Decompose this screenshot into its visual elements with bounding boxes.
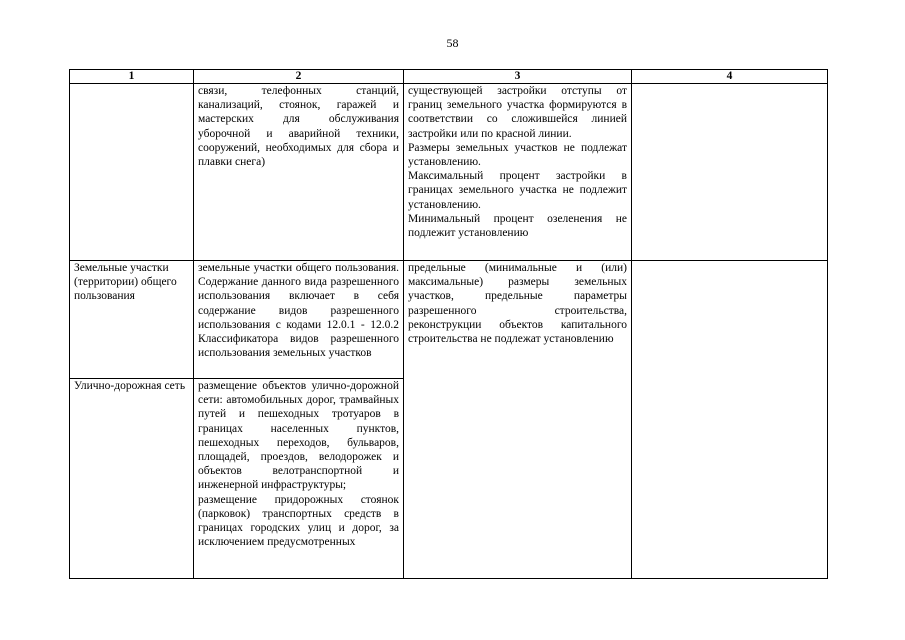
row2-col1-text: Земельные участки (территории) общего пользования — [74, 262, 177, 303]
table-header-row — [70, 70, 828, 84]
row1-col4-cell — [632, 84, 828, 261]
row2-col3-text: предельные (минимальные и (или) максимальные) размеры земельных участков, предельные параметры разрешенного строительства, реконструкции объектов капитального строительства не подлежат установлению — [408, 262, 627, 346]
row1-col2-text: связи, телефонных станций, канализаций, стоянок, гаражей и мастерских для обслуживания уборочной и аварийной техники, сооружений, необходимых для сбора и плавки снега) — [198, 85, 399, 169]
regulations-table — [69, 69, 828, 579]
row1-col3-paragraph-4: Минимальный процент озеленения не подлежит установлению — [408, 212, 627, 240]
row3-col2-paragraph-2: размещение придорожных стоянок (парковок) транспортных средств в границах городских улиц и дорог, за исключением предусмотренных — [198, 493, 399, 549]
row3-col1-text: Улично-дорожная сеть — [74, 380, 186, 392]
row1-col3-paragraph-1: существующей застройки отступы от границ земельного участка формируются в соответствии со сложившейся линией застройки или по красной линии. — [408, 85, 627, 140]
table-row — [70, 261, 828, 379]
row2-col4-cell — [632, 261, 828, 579]
table-row — [70, 84, 828, 261]
row1-col2-cell — [194, 84, 404, 261]
row3-col2-cell — [194, 379, 404, 579]
column-header-1: 1 — [70, 70, 194, 84]
row3-col1-cell — [70, 379, 194, 579]
row2-col2-cell — [194, 261, 404, 379]
row1-col3-paragraph-3: Максимальный процент застройки в границах земельного участка не подлежит установлению. — [408, 170, 627, 211]
row3-col2-paragraph-1: размещение объектов улично-дорожной сети: автомобильных дорог, трамвайных путей и пешеходных тротуаров в границах населенных пунктов, пешеходных переходов, бульваров, площадей, проездов, велодорожек и объектов велотранспортной и инженерной инфраструктуры; — [198, 380, 399, 492]
row1-col3-paragraph-2: Размеры земельных участков не подлежат установлению. — [408, 141, 627, 169]
row2-col1-cell — [70, 261, 194, 379]
column-header-4: 4 — [632, 70, 828, 84]
row2-col3-cell — [404, 261, 632, 579]
row2-col2-text: земельные участки общего пользования. Содержание данного вида разрешенного использования включает в себя содержание видов разрешенного использования с кодами 12.0.1 - 12.0.2 Классификатора видов разрешенного использования земельных участков — [198, 262, 399, 360]
column-header-3: 3 — [404, 70, 632, 84]
column-header-2: 2 — [194, 70, 404, 84]
row1-col3-cell — [404, 84, 632, 261]
page-number: 58 — [446, 36, 459, 50]
row1-col1-cell — [70, 84, 194, 261]
